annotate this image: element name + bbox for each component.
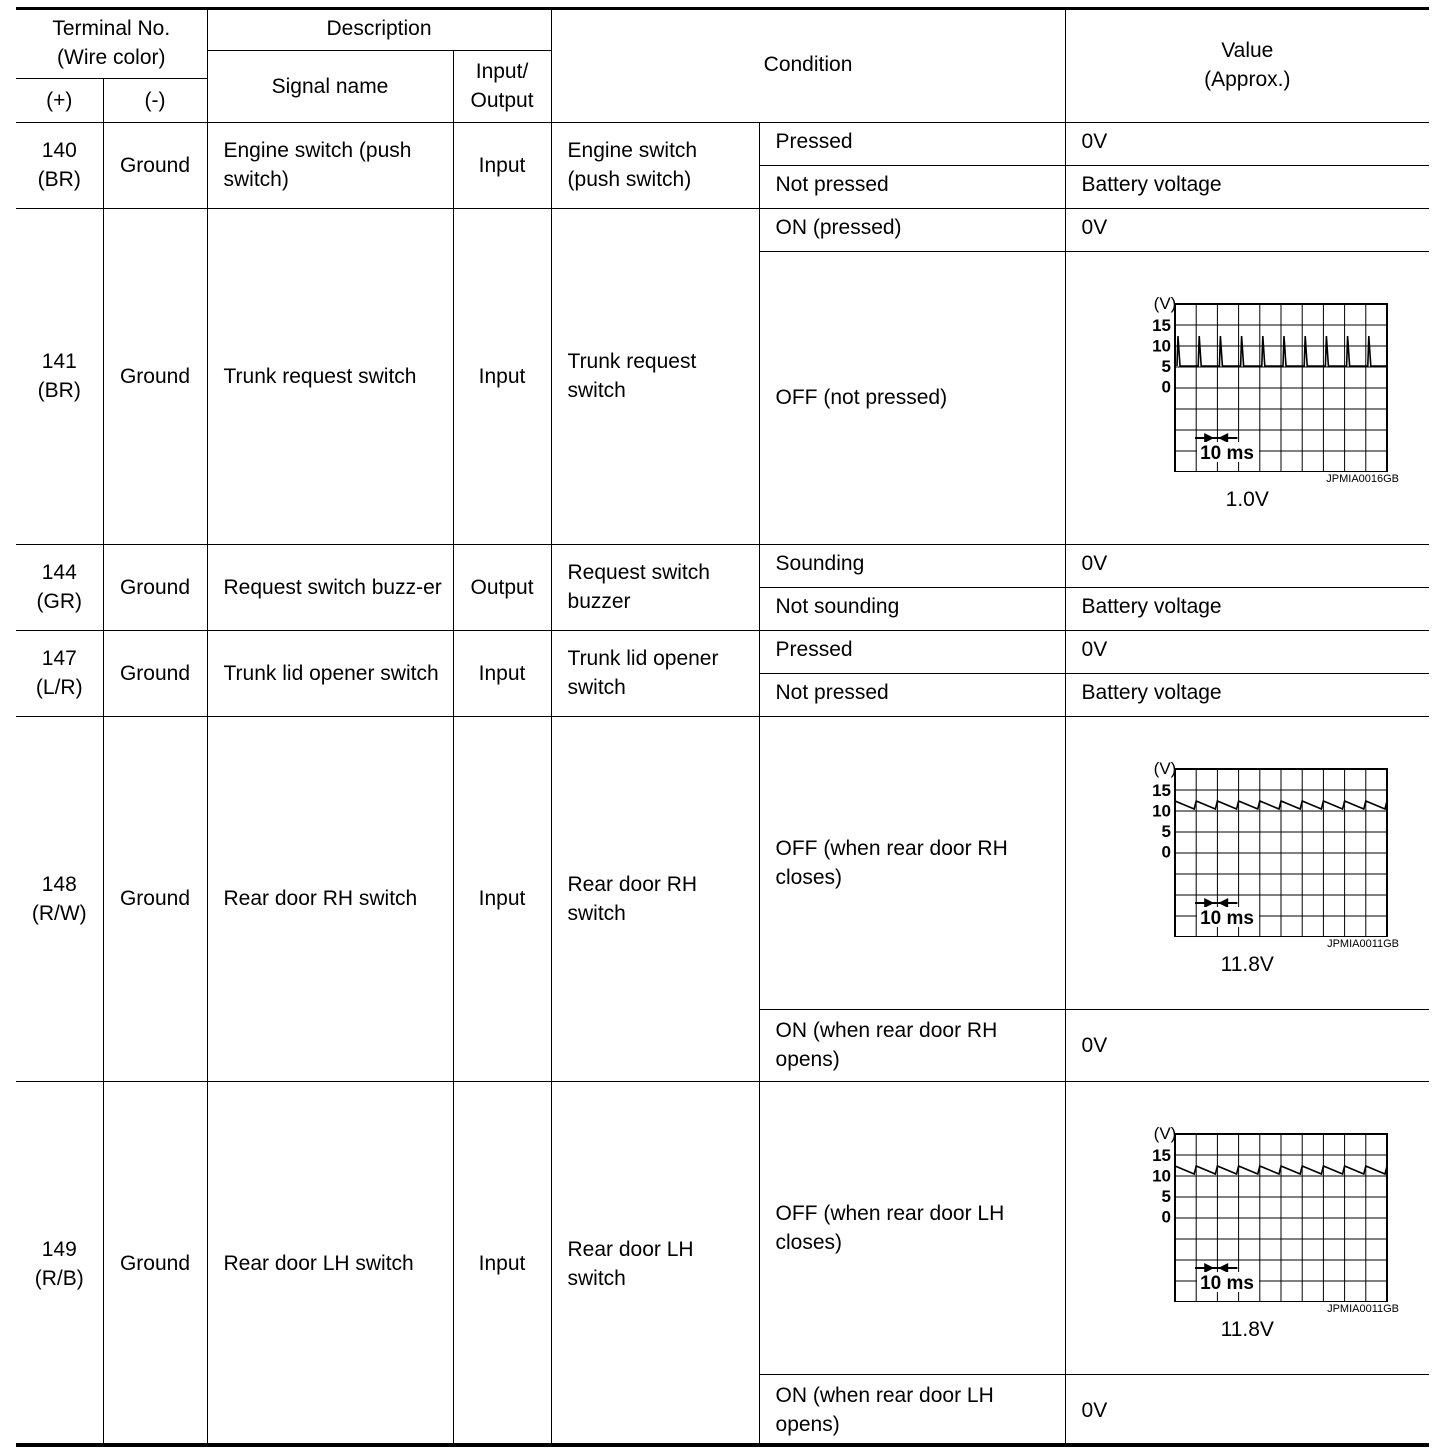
signal-name: Engine switch (push switch) — [207, 122, 453, 208]
wire-color: (R/B) — [34, 1266, 84, 1290]
y-tick-label: 15 — [1152, 1145, 1172, 1165]
figure-code: JPMIA0011GB — [1327, 937, 1400, 950]
y-tick-label: 0 — [1161, 842, 1172, 861]
timebase-label: 10 ms — [1200, 907, 1255, 929]
y-tick-label: 15 — [1152, 315, 1172, 335]
io-label-1: Input/ — [475, 60, 529, 83]
table-row — [16, 122, 1429, 165]
condition-main: Rear door LH switch — [551, 1081, 759, 1446]
y-axis-unit: (V) — [1153, 1123, 1177, 1143]
condition-sub: ON (pressed) — [759, 208, 1065, 251]
condition-sub: OFF (not pressed) — [759, 251, 1065, 544]
ground-cell: Ground — [103, 716, 207, 1081]
terminal-cell — [16, 1081, 103, 1446]
y-tick-label: 0 — [1161, 377, 1172, 396]
ground-cell: Ground — [103, 122, 207, 208]
condition-sub: Not pressed — [759, 673, 1065, 716]
signal-name: Rear door RH switch — [207, 716, 453, 1081]
terminal-number: 141 — [41, 350, 77, 373]
io-cell: Input — [453, 630, 551, 716]
figure-code: JPMIA0016GB — [1326, 472, 1400, 485]
terminal-cell — [16, 544, 103, 630]
value-cell: Battery voltage — [1065, 673, 1429, 716]
value-cell: 0V — [1065, 122, 1429, 165]
terminal-cell — [16, 716, 103, 1081]
terminal-number: 144 — [41, 561, 77, 584]
waveform-value: 1.0V — [1225, 487, 1269, 511]
io-cell: Output — [453, 544, 551, 630]
y-tick-label: 0 — [1161, 1207, 1172, 1226]
value-label: Value — [1221, 38, 1274, 62]
io-cell: Input — [453, 1081, 551, 1446]
value-cell: 0V — [1065, 630, 1429, 673]
table-row — [16, 1081, 1429, 1374]
figure-code: JPMIA0011GB — [1327, 1302, 1400, 1315]
y-tick-label: 5 — [1161, 821, 1172, 841]
table-bottom-rule — [16, 1443, 1429, 1447]
io-cell: Input — [453, 716, 551, 1081]
table-row — [16, 716, 1429, 1009]
terminal-cell — [16, 122, 103, 208]
value-cell: 0V — [1065, 208, 1429, 251]
y-axis-unit: (V) — [1153, 758, 1177, 778]
waveform-cell — [1065, 251, 1429, 544]
terminal-number: 140 — [41, 139, 77, 162]
condition-main: Trunk lid opener switch — [551, 630, 759, 716]
io-label-2: Output — [470, 89, 534, 112]
terminal-no-header — [16, 8, 207, 78]
value-cell: 0V — [1065, 544, 1429, 587]
table-row — [16, 544, 1429, 587]
condition-sub: ON (when rear door LH opens) — [759, 1374, 1065, 1446]
terminal-cell — [16, 208, 103, 544]
approx-label: (Approx.) — [1204, 67, 1291, 91]
condition-sub: OFF (when rear door LH closes) — [759, 1081, 1065, 1374]
sawtooth-waveform-graph — [1097, 747, 1397, 937]
signal-trace — [1177, 336, 1387, 366]
condition-sub: Pressed — [759, 630, 1065, 673]
condition-main: Request switch buzzer — [551, 544, 759, 630]
y-tick-label: 10 — [1152, 801, 1172, 820]
condition-sub: Not pressed — [759, 165, 1065, 208]
table-row — [16, 208, 1429, 251]
y-tick-label: 15 — [1152, 780, 1172, 800]
io-header — [453, 50, 551, 122]
ground-cell: Ground — [103, 544, 207, 630]
wire-color: (R/W) — [31, 901, 87, 925]
terminal-number: 147 — [41, 647, 77, 670]
waveform-value: 11.8V — [1220, 1317, 1274, 1341]
signal-name: Trunk request switch — [207, 208, 453, 544]
signal-name: Trunk lid opener switch — [207, 630, 453, 716]
wire-color: (BR) — [37, 379, 81, 402]
signal-name: Request switch buzz-er — [207, 544, 453, 630]
waveform-value: 11.8V — [1220, 952, 1274, 976]
value-cell: 0V — [1065, 1374, 1429, 1446]
condition-main: Rear door RH switch — [551, 716, 759, 1081]
ground-cell: Ground — [103, 630, 207, 716]
table-row — [16, 630, 1429, 673]
plus-header: (+) — [16, 78, 103, 122]
terminal-number: 149 — [41, 1237, 77, 1261]
value-cell: 0V — [1065, 1009, 1429, 1081]
condition-sub: Pressed — [759, 122, 1065, 165]
sawtooth-waveform-graph — [1097, 1112, 1397, 1302]
waveform-cell — [1065, 716, 1429, 1009]
y-tick-label: 10 — [1152, 336, 1172, 355]
terminal-cell — [16, 630, 103, 716]
timebase-label: 10 ms — [1200, 1272, 1255, 1294]
waveform-cell — [1065, 1081, 1429, 1374]
signal-name: Rear door LH switch — [207, 1081, 453, 1446]
terminal-number: 148 — [41, 872, 77, 896]
condition-main: Trunk request switch — [551, 208, 759, 544]
value-cell: Battery voltage — [1065, 165, 1429, 208]
condition-header: Condition — [551, 8, 1065, 122]
condition-sub: Sounding — [759, 544, 1065, 587]
ground-cell: Ground — [103, 208, 207, 544]
minus-header: (-) — [103, 78, 207, 122]
y-tick-label: 5 — [1161, 356, 1172, 376]
value-header — [1065, 8, 1429, 122]
timebase-label: 10 ms — [1200, 442, 1255, 464]
header-row-1 — [16, 8, 1429, 50]
description-header: Description — [207, 8, 551, 50]
terminal-table — [16, 8, 1429, 1447]
value-cell: Battery voltage — [1065, 587, 1429, 630]
condition-main: Engine switch (push switch) — [551, 122, 759, 208]
y-tick-label: 5 — [1161, 1186, 1172, 1206]
wire-color: (BR) — [37, 168, 81, 191]
wire-color: (GR) — [36, 590, 82, 613]
ground-cell: Ground — [103, 1081, 207, 1446]
io-cell: Input — [453, 122, 551, 208]
terminal-no-label: Terminal No. — [52, 16, 171, 40]
signal-name-header: Signal name — [207, 50, 453, 122]
io-cell: Input — [453, 208, 551, 544]
y-tick-label: 10 — [1152, 1166, 1172, 1185]
condition-sub: ON (when rear door RH opens) — [759, 1009, 1065, 1081]
pulse-waveform-graph — [1097, 282, 1397, 472]
condition-sub: Not sounding — [759, 587, 1065, 630]
y-axis-unit: (V) — [1153, 293, 1177, 313]
wire-color: (L/R) — [35, 676, 83, 699]
wire-color-label: (Wire color) — [57, 45, 166, 69]
condition-sub: OFF (when rear door RH closes) — [759, 716, 1065, 1009]
